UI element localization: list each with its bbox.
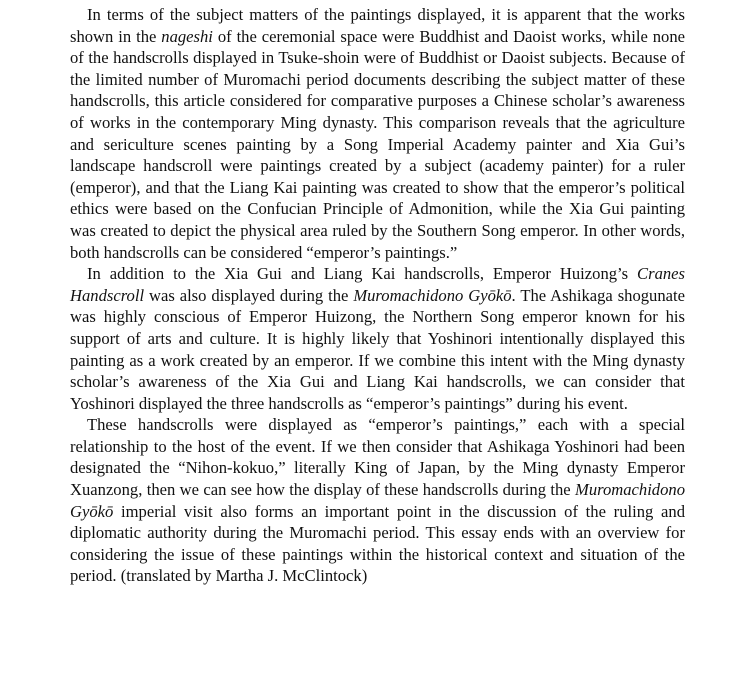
italic-term-muromachidono-gyoko: Muromachidono Gyōkō [353, 285, 512, 305]
text-segment: was also displayed during the [144, 285, 354, 305]
text-segment: imperial visit also forms an important point in the discussion of the ruling and diplomatic authority during the Muromachi period. This essay ends with an overview for considering the issue of these paintings within the historical context and situation of the period. (translated by Martha J. McClintock) [70, 501, 685, 586]
italic-term-nageshi: nageshi [161, 26, 213, 46]
document-body [70, 4, 685, 587]
text-segment: These handscrolls were displayed as “emperor’s paintings,” each with a special relationship to the host of the event. If we then consider that Ashikaga Yoshinori had been designated the “Nihon-kokuo,” literally King of Japan, by the Ming dynasty Emperor Xuanzong, then we can see how the display of these handscrolls during the [70, 415, 685, 500]
text-segment: of the ceremonial space were Buddhist and Daoist works, while none of the handscrolls displayed in Tsuke-shoin were of Buddhist or Daoist subjects. Because of the limited number of Muromachi period documents describing the subject matter of these handscrolls, this article considered for comparative purposes a Chinese scholar’s awareness of works in the contemporary Ming dynasty. This comparison reveals that the agriculture and sericulture scenes painting by a Song Imperial Academy painter and Xia Gui’s landscape handscroll were paintings created by a subject (academy painter) for a ruler (emperor), and that the Liang Kai painting was created to show that the emperor’s political ethics were based on the Confucian Principle of Admonition, while the Xia Gui painting was created to depict the physical area ruled by the Southern Song emperor. In other words, both handscrolls can be considered “emperor’s paintings.” [70, 26, 685, 262]
text-segment: In terms of the subject matters of the paintings displayed, it is apparent that the works shown in the [70, 5, 685, 46]
text-segment: In addition to the Xia Gui and Liang Kai handscrolls, Emperor Huizong’s [87, 264, 638, 284]
paragraph-huizong [70, 263, 685, 414]
paragraph-emperors-paintings [70, 414, 685, 587]
paragraph-subject-matters [70, 4, 685, 263]
italic-title-cranes-handscroll: Cranes Handscroll [70, 264, 685, 305]
text-segment: . The Ashikaga shogunate was highly conscious of Emperor Huizong, the Northern Song emperor known for his support of arts and culture. It is highly likely that Yoshinori intentionally displayed this painting as a work created by an emperor. If we combine this intent with the Ming dynasty scholar’s awareness of the Xia Gui and Liang Kai handscrolls, we can consider that Yoshinori displayed the three handscrolls as “emperor’s paintings” during his event. [70, 285, 685, 413]
italic-term-muromachidono-gyoko: Muromachidono Gyōkō [70, 480, 685, 521]
